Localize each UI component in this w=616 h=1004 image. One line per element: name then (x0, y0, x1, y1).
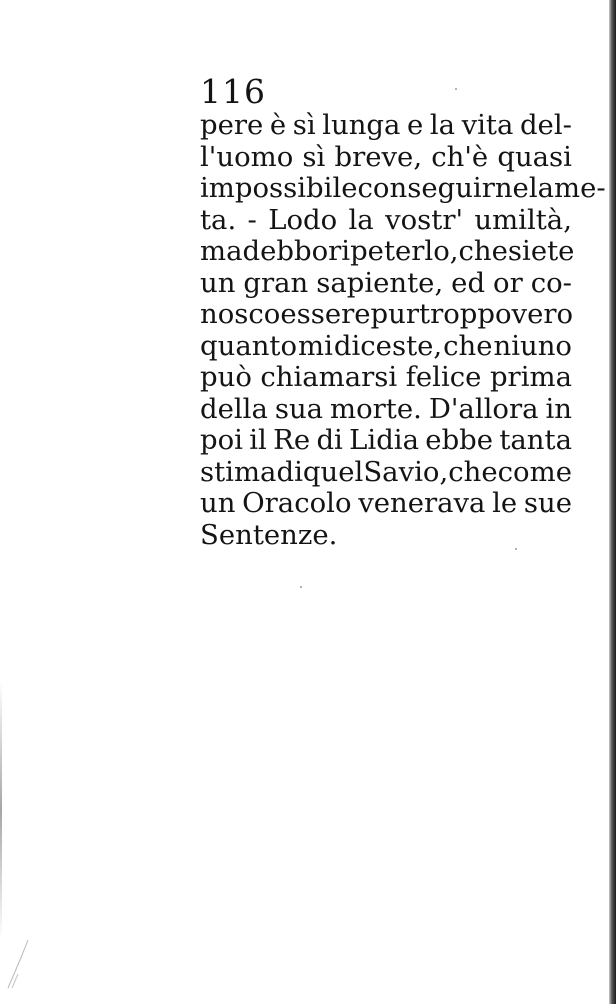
word: felice (405, 361, 482, 393)
word: può (200, 361, 252, 393)
word: debbo (242, 235, 329, 267)
word: sue (523, 487, 572, 519)
paper-scuff-mark (6, 930, 46, 990)
text-line (200, 425, 572, 457)
word: l'uomo (200, 140, 294, 173)
word: ma (200, 235, 243, 267)
word: stima (200, 455, 277, 488)
word: me- (554, 172, 606, 204)
ink-speck (300, 586, 302, 588)
word: Re (273, 424, 311, 456)
word: venerava (358, 487, 486, 519)
word: la (528, 172, 555, 204)
word: la (429, 109, 456, 141)
text-line (200, 142, 572, 174)
word: che (443, 329, 493, 362)
word: Lidia (349, 424, 419, 456)
word: ch'è (431, 140, 489, 173)
word: siete (507, 235, 575, 267)
word: nosco (200, 298, 281, 330)
word: Savio, (363, 455, 449, 488)
text-line (200, 172, 606, 205)
word: poi (200, 424, 243, 456)
page-binding-edge (609, 0, 616, 1004)
word: diceste, (333, 329, 443, 362)
text-line (200, 520, 572, 552)
text-line (200, 488, 572, 520)
word: quel (302, 455, 364, 488)
word: le (492, 487, 518, 519)
word: della (200, 392, 268, 425)
word: Oracolo (242, 487, 352, 519)
word: prima (489, 361, 572, 393)
word: quasi (497, 140, 572, 173)
page-left-edge-shadow (0, 680, 2, 940)
word: vita (461, 109, 514, 141)
page-number: 116 (200, 72, 266, 111)
word: - (247, 203, 257, 236)
text-line (200, 299, 572, 331)
word: Lodo (268, 203, 338, 236)
word: tanta (499, 424, 572, 456)
word: pur (370, 298, 420, 330)
word: la (348, 203, 374, 236)
word: che (458, 235, 508, 267)
text-line (200, 235, 575, 268)
word: impossibile (200, 172, 358, 204)
text-line (200, 205, 572, 237)
word: in (545, 392, 572, 425)
word: sì (302, 140, 326, 173)
text-line (200, 362, 572, 394)
word: è (269, 109, 287, 141)
word: come (497, 455, 572, 488)
word: mi (298, 329, 333, 362)
text-line (200, 331, 572, 363)
word: lunga (322, 109, 401, 141)
ink-speck (455, 88, 457, 90)
word: ed (451, 266, 486, 299)
text-line (200, 457, 572, 489)
word: un (200, 487, 236, 519)
word: di (316, 424, 343, 456)
word: e (406, 109, 424, 141)
ink-speck (515, 548, 517, 550)
word: gran (243, 266, 309, 299)
word: vero (511, 298, 574, 330)
word: umiltà, (474, 203, 572, 236)
word: quanto (200, 329, 298, 362)
word: un (200, 266, 236, 299)
word: vostr' (385, 203, 464, 236)
text-line (200, 394, 572, 426)
word: ta. (200, 203, 237, 236)
word: sì (292, 109, 316, 141)
word: ripeterlo, (328, 235, 459, 267)
word: che (448, 455, 498, 488)
word: pere (200, 109, 264, 141)
word: Sentenze. (200, 518, 338, 551)
word: niuno (493, 329, 572, 362)
word: chiamarsi (260, 361, 398, 393)
word: troppo (419, 298, 512, 330)
word: co- (530, 266, 572, 299)
word: ebbe (425, 424, 494, 456)
word: di (276, 455, 303, 488)
text-line (200, 268, 572, 300)
word: conseguirne (357, 172, 529, 204)
word: il (249, 424, 267, 456)
word: or (493, 266, 523, 299)
word: sapiente, (316, 266, 444, 299)
word: sua (274, 392, 324, 425)
body-text (200, 109, 606, 551)
text-line (200, 110, 572, 142)
word: D'allora (428, 392, 539, 425)
word: morte. (330, 392, 422, 425)
word: del- (519, 109, 572, 141)
word: breve, (334, 140, 423, 173)
word: essere (280, 298, 371, 330)
